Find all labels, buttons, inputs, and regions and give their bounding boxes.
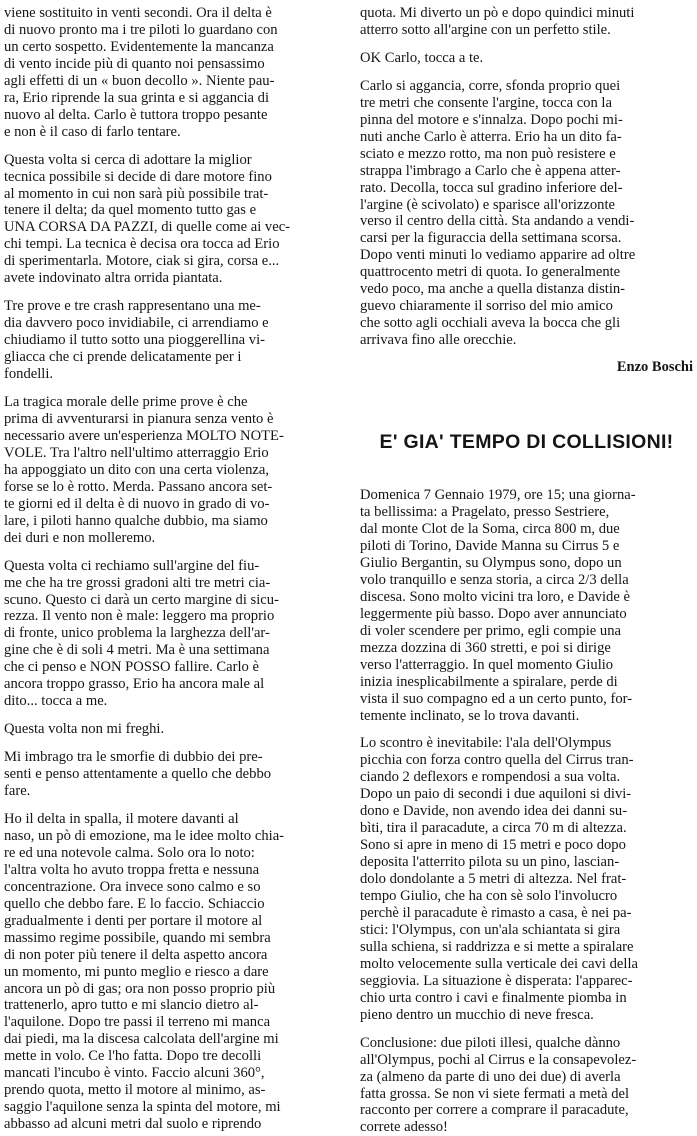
article-paragraph-11: Carlo si aggancia, corre, sfonda proprio quei tre metri che consente l'argine, tocca con la pinna del motore e s'innalza. Dopo pochi mi- nuti anche Carlo è atterra. Erio ha un dito fa- sciato e mezzo rotto, ma non può resistere e strappa l'imbrago a Carlo che è appena atter- rato. Decolla, tocca sul gradino inferiore del- l'argine (è scivolato) e sparisce all'orizzonte verso il centro della città. Sta andando a vendi- carsi per la figuraccia della settimana scorsa. Dopo venti minuti lo vediamo apparire ad oltre quattrocento metri di quota. Io generalmente vedo poco, ma anche a quella distanza distin- guevo chiaramente il sorriso del mio amico che sotto agli occhiali aveva la bocca che gli arrivava fino alle orecchie. <box>360 77 636 349</box>
article-paragraph-1: viene sostituito in venti secondi. Ora il delta è di nuovo pronto ma i tre piloti lo guardano con un certo sospetto. Evidentemente la mancanza di vento incide più di quanto noi pensassimo agli effetti di un « buon decollo ». Niente pau- ra, Erio riprende la sua grinta e si aggancia di nuovo al delta. Carlo è tuttora troppo pesante e non è il caso di farlo tentare. <box>4 5 278 140</box>
left-column <box>4 0 344 1133</box>
article-paragraph-10: OK Carlo, tocca a te. <box>360 49 484 66</box>
article-paragraph-4: La tragica morale delle prime prove è che prima di avventurarsi in pianura senza vento è necessario avere un'esperienza MOLTO NOTE- VOLE. Tra l'altro nell'ultimo atterraggio Erio ha appoggiato un dito con una certa violenza, forse se lo è rotto. Merda. Passano ancora set- te giorni ed il delta è di nuovo in grado di vo- lare, i piloti hanno qualche dubbio, ma siamo dei duri e non molleremo. <box>4 394 284 546</box>
section-paragraph-3: Conclusione: due piloti illesi, qualche dànno all'Olympus, pochi al Cirrus e la consapevolez- za (almeno da parte di uno dei due) di averla fatta grossa. Se non vi siete fermati a metà del racconto per correre a comprare il paracadute, correte adesso! <box>360 1034 637 1136</box>
article-paragraph-5: Questa volta ci rechiamo sull'argine del fiu- me che ha tre grossi gradoni alti tre metri cia- scuno. Questo ci darà un certo margine di sicu- rezza. Il vento non è male: leggero ma proprio di fronte, unico problema la larghezza dell'ar- gine che è di soli 4 metri. Ma è una settimana che ci penso e NON POSSO fallire. Carlo è ancora troppo grasso, Erio ha ancora male al dito... tocca a me. <box>4 557 279 710</box>
section-heading: E' GIA' TEMPO DI COLLISIONI! <box>379 431 674 454</box>
article-paragraph-9: quota. Mi diverto un pò e dopo quindici minuti atterro sotto all'argine con un perfetto stile. <box>360 5 635 38</box>
article-paragraph-8: Ho il delta in spalla, il motere davanti al naso, un pò di emozione, ma le idee molto chia- re ed una notevole calma. Solo ora lo noto: l'altra volta ho avuto troppa fretta e nessuna concentrazione. Ora invece sono calmo e so quello che debbo fare. E lo faccio. Schiaccio gradualmente i denti per portare il motore al massimo regime possibile, quando mi sembra di non poter più tenere il delta aspetto ancora un momento, mi punto meglio e riesco a dare ancora un pò di gas; ora non posso proprio più trattenerlo, apro tutto e mi slancio dietro al- l'aquilone. Dopo tre passi il terreno mi manca dai piedi, ma la discesa calcolata dell'argine mi mette in volo. Ce l'ho fatta. Dopo tre decolli mancati l'incubo è vinto. Faccio alcuni 360°, prendo quota, metto il motore al minimo, as- saggio l'aquilone senza la spinta del motore, mi abbasso ad alcuni metri dal suolo e riprendo <box>4 810 285 1133</box>
section-paragraph-1: Domenica 7 Gennaio 1979, ore 15; una giorna- ta bellissima: a Pragelato, presso Sestriere, dal monte Clot de la Soma, circa 800 m, due piloti di Torino, Davide Manna su Cirrus 5 e Giulio Bergantin, su Olympus sono, dopo un volo tranquillo e senza storia, a circa 2/3 della discesa. Sono molto vicini tra loro, e Davide è leggermente più basso. Dopo aver annunciato di voler scendere per primo, egli compie una mezza dozzina di 360 stretti, e poi si dirige verso l'atterraggio. In quel momento Giulio inizia inesplicabilmente a spiralare, perde di vista il suo compagno ed a un certo punto, for- temente inclinato, se lo trova davanti. <box>360 487 636 724</box>
article-paragraph-6: Questa volta non mi freghi. <box>4 721 165 738</box>
section-paragraph-2: Lo scontro è inevitabile: l'ala dell'Olympus picchia con forza contro quella del Cirrus tran- ciando 2 deflexors e rompendosi a sua volta. Dopo un paio di secondi i due aquiloni si divi- dono e Davide, non avendo idea dei danni su- bìti, tira il paracadute, a circa 70 m di altezza. Sono si apre in meno di 15 metri e poco dopo deposita l'atterrito pilota su un pino, lascian- dolo dondolante a 5 metri di altezza. Nel frat- tempo Giulio, che ha con sè solo l'involucro perchè il paracadute è rimasto a casa, è nei pa- stici: l'Olympus, con un'ala schiantata si gira sulla schiena, si raddrizza e si mette a spiralare molto velocemente sulla verticale dei cavi della seggiovia. La situazione è disperata: l'apparec- chio urta contro i cavi e finalmente piomba in pieno dentro un mucchio di neve fresca. <box>360 735 638 1023</box>
article-paragraph-7: Mi imbrago tra le smorfie di dubbio dei pre- senti e penso attentamente a quello che debbo fare. <box>4 749 272 800</box>
author-signature: Enzo Boschi <box>616 359 693 376</box>
article-paragraph-3: Tre prove e tre crash rappresentano una me- dia davvero poco invidiabile, ci arrendiamo e chiudiamo il tutto sotto una pioggerellina vi- gliacca che ci prende delicatamente per i fondelli. <box>4 298 269 383</box>
right-column <box>360 0 693 1136</box>
article-paragraph-2: Questa volta si cerca di adottare la miglior tecnica possibile si decide di dare motore fino al momento in cui non sarà più possibile trat- tenere il delta; da quel momento tutto gas e UNA CORSA DA PAZZI, di quelle come ai vec- chi tempi. La tecnica è decisa ora tocca ad Erio di sperimentarla. Motore, ciak si gira, corsa e... avete indovinato altra orrida piantata. <box>4 151 291 287</box>
